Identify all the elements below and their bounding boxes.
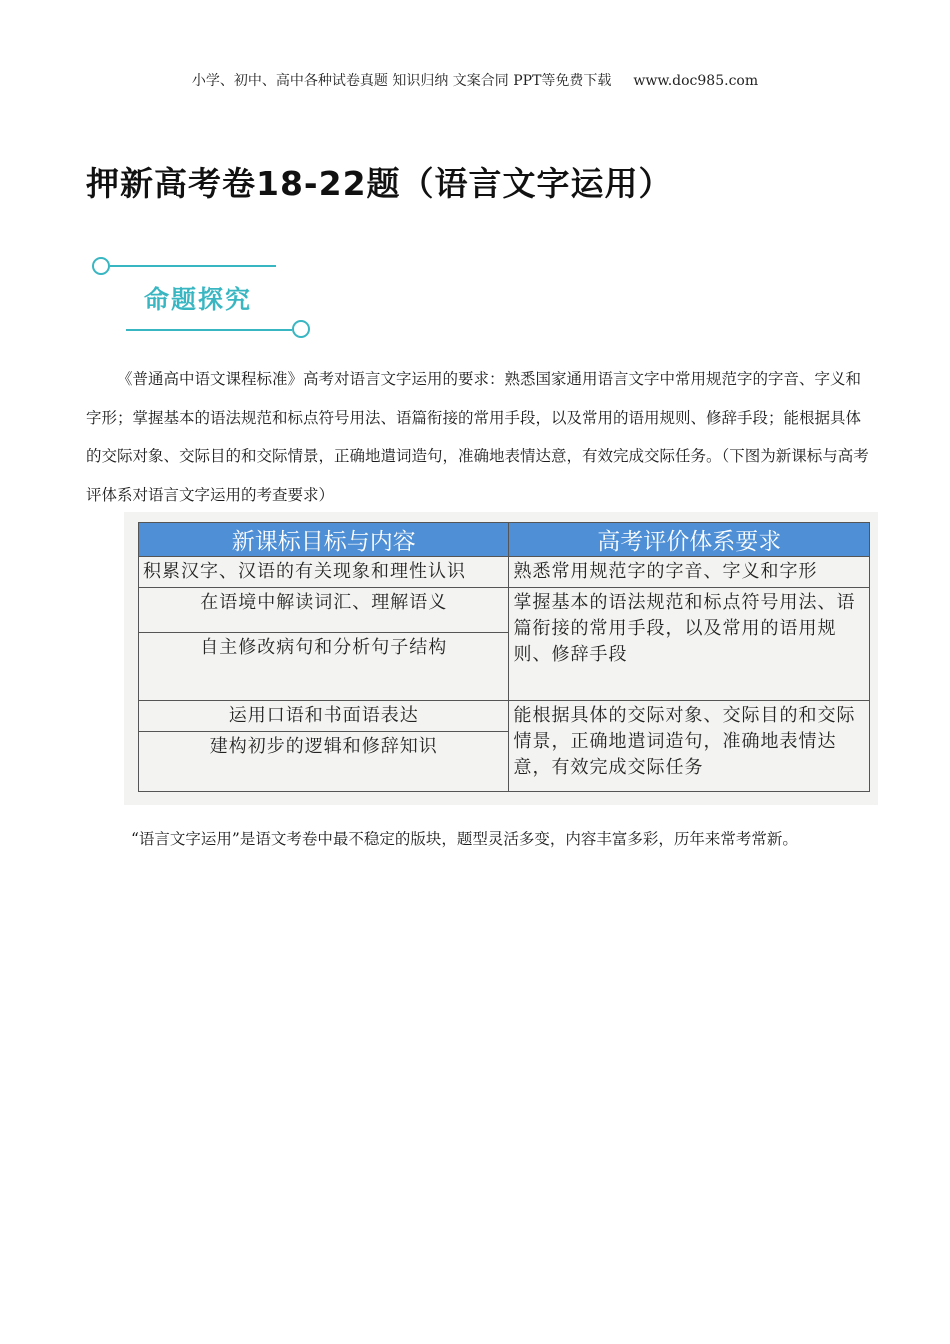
header-text: 小学、初中、高中各种试卷真题 知识归纳 文案合同 PPT等免费下载 xyxy=(191,73,612,89)
section-badge xyxy=(92,256,314,346)
table-cell: 掌握基本的语法规范和标点符号用法、语篇衔接的常用手段，以及常用的语用规则、修辞手段 xyxy=(509,588,870,701)
table-cell: 在语境中解读词汇、理解语义 xyxy=(139,588,509,633)
table-cell: 能根据具体的交际对象、交际目的和交际情景，正确地遣词造句，准确地表情达意，有效完成交际任务 xyxy=(509,701,870,792)
table-cell: 积累汉字、汉语的有关现象和理性认识 xyxy=(139,557,509,588)
table-header-row xyxy=(139,523,870,557)
circle-icon xyxy=(292,320,310,338)
standards-figure xyxy=(124,512,878,805)
closing-paragraph: “语言文字运用”是语文考卷中最不稳定的版块，题型灵活多变，内容丰富多彩，历年来常考常新。 xyxy=(131,830,798,848)
table-row xyxy=(139,557,870,588)
circle-icon xyxy=(92,257,110,275)
page-header xyxy=(0,70,950,90)
intro-paragraph: 《普通高中语文课程标准》高考对语言文字运用的要求：熟悉国家通用语言文字中常用规范字的字音、字义和字形；掌握基本的语法规范和标点符号用法、语篇衔接的常用手段，以及常用的语用规则、修辞手段；能根据具体的交际对象、交际目的和交际情景，正确地遣词造句，准确地表情达意，有效完成交际任务。（下图为新课标与高考评体系对语言文字运用的考查要求） xyxy=(86,370,869,504)
table-cell: 运用口语和书面语表达 xyxy=(139,701,509,732)
header-url[interactable]: www.doc985.com xyxy=(633,73,759,89)
badge-label: 命题探究 xyxy=(144,285,253,314)
table-row xyxy=(139,588,870,633)
page-title: 押新高考卷18-22题（语言文字运用） xyxy=(86,164,673,203)
table-cell: 自主修改病句和分析句子结构 xyxy=(139,633,509,701)
divider xyxy=(126,329,292,331)
table-cell: 熟悉常用规范字的字音、字义和字形 xyxy=(509,557,870,588)
divider xyxy=(110,265,276,267)
table-row xyxy=(139,701,870,732)
table-cell: 建构初步的逻辑和修辞知识 xyxy=(139,732,509,792)
table-header: 新课标目标与内容 xyxy=(139,523,509,557)
table-header: 高考评价体系要求 xyxy=(509,523,870,557)
standards-table xyxy=(138,522,870,792)
